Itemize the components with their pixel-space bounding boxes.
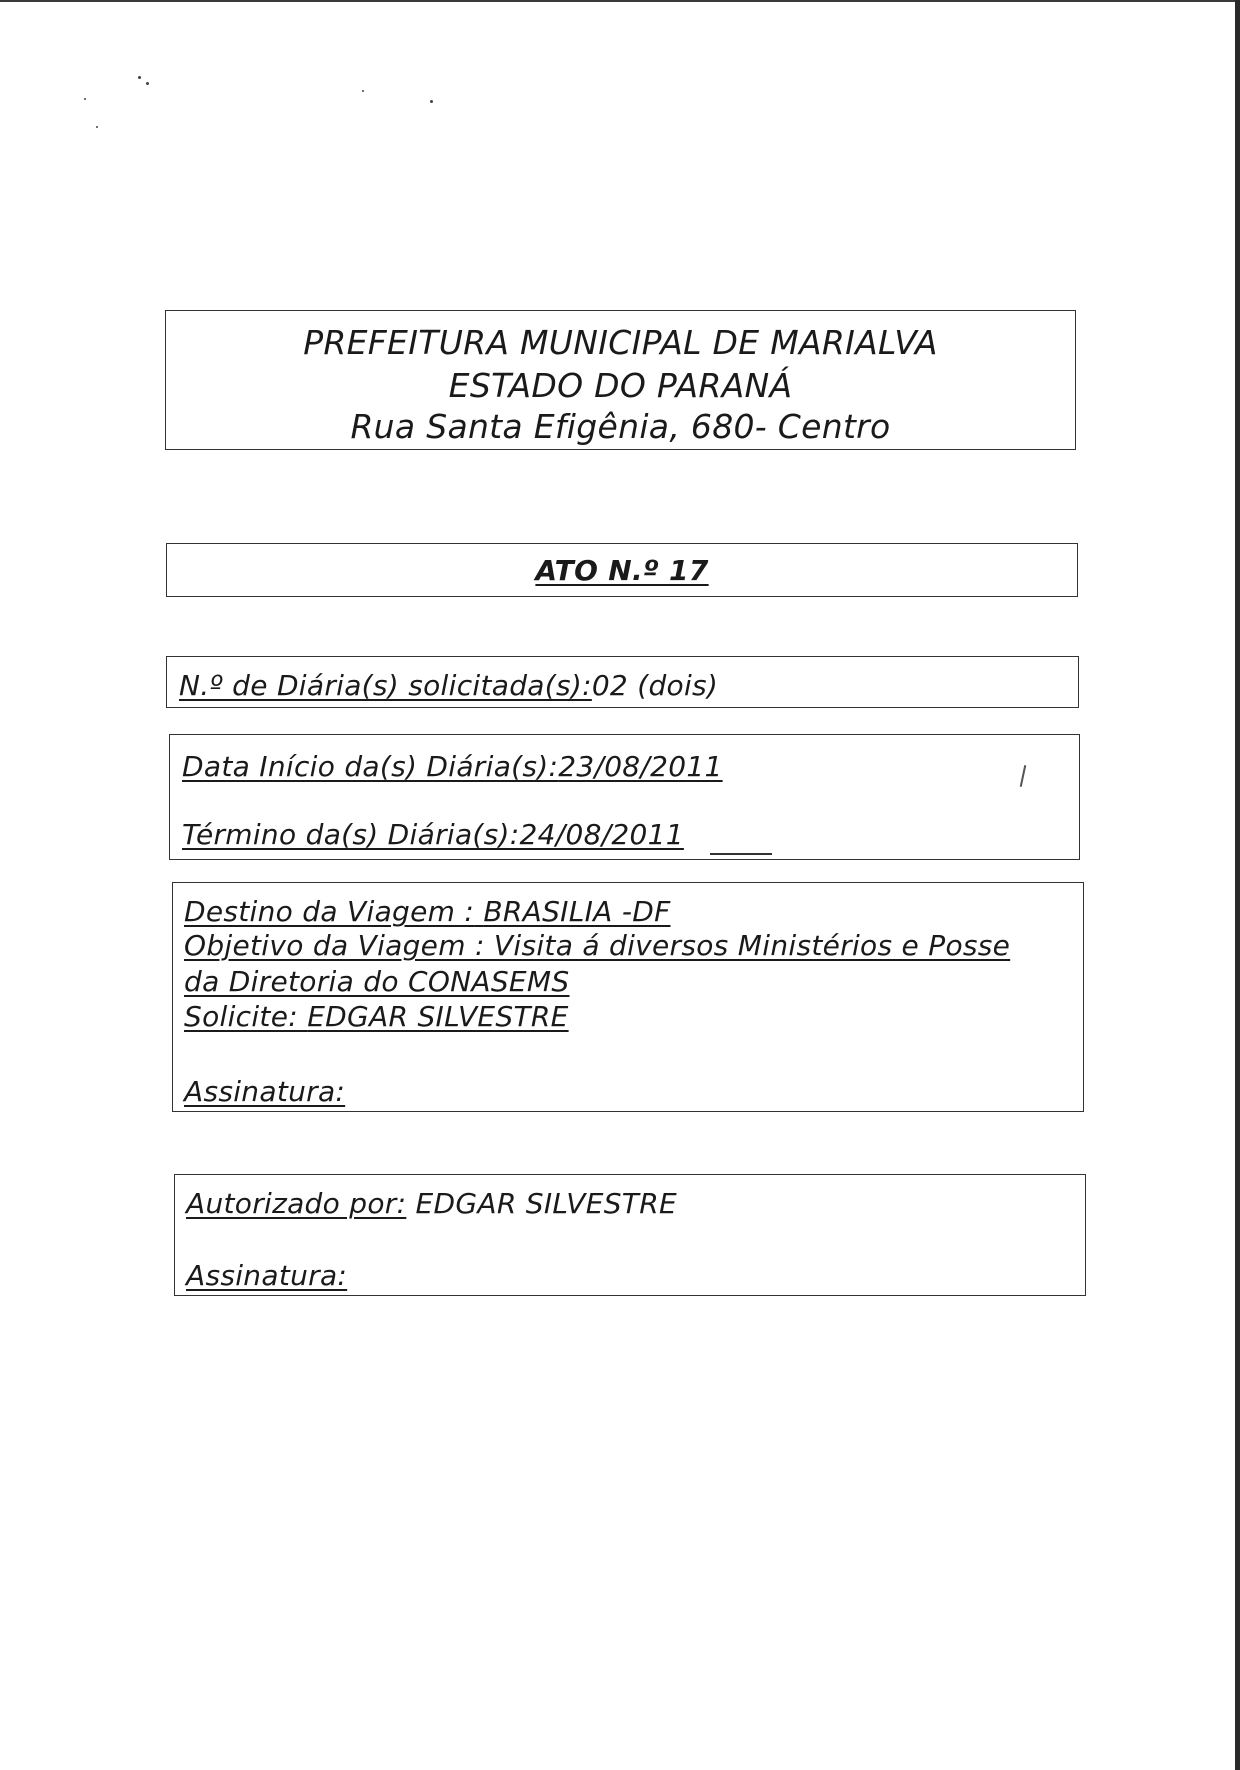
scan-speck — [146, 82, 149, 85]
solicite-line — [184, 1000, 569, 1033]
solicite-value: EDGAR SILVESTRE — [307, 1000, 569, 1033]
viagem-assinatura-label: Assinatura: — [184, 1075, 346, 1108]
ato-title: ATO N.º 17 — [535, 554, 709, 587]
destino-line — [184, 895, 671, 928]
diarias-line — [179, 669, 718, 702]
autorizacao-line — [186, 1187, 677, 1220]
diarias-box — [166, 656, 1079, 708]
scan-edge-right — [1235, 0, 1240, 1770]
autorizacao-assinatura-label: Assinatura: — [186, 1259, 348, 1292]
diarias-value: 02 (dois) — [591, 669, 719, 702]
inicio-line — [182, 750, 723, 783]
autorizacao-label: Autorizado por: — [186, 1187, 407, 1220]
viagem-box — [172, 882, 1084, 1112]
autorizacao-box — [174, 1174, 1086, 1296]
destino-label: Destino da Viagem : — [184, 895, 475, 928]
header-title: PREFEITURA MUNICIPAL DE MARIALVA — [303, 323, 938, 362]
inicio-label: Data Início da(s) Diária(s): — [182, 750, 559, 783]
stray-pen-mark — [1020, 765, 1027, 787]
autorizacao-value: EDGAR SILVESTRE — [415, 1187, 677, 1220]
solicite-label: Solicite: — [184, 1000, 298, 1033]
ato-box — [166, 543, 1078, 597]
header-state: ESTADO DO PARANÁ — [448, 366, 793, 405]
objetivo-line-2: da Diretoria do CONASEMS — [184, 965, 570, 998]
objetivo-line-1: Objetivo da Viagem : Visita á diversos Ministérios e Posse — [184, 929, 1011, 962]
termino-line — [182, 818, 684, 851]
scan-speck — [138, 76, 141, 79]
scan-edge-top — [0, 0, 1240, 2]
inicio-value: 23/08/2011 — [558, 750, 723, 783]
scan-speck — [430, 100, 433, 103]
diarias-label: N.º de Diária(s) solicitada(s): — [179, 669, 592, 702]
termino-label: Término da(s) Diária(s): — [182, 818, 520, 851]
termino-underline-extension — [710, 853, 772, 855]
header-box — [165, 310, 1076, 450]
termino-value: 24/08/2011 — [519, 818, 684, 851]
scan-speck — [362, 90, 364, 92]
header-address: Rua Santa Efigênia, 680- Centro — [350, 407, 891, 446]
scan-speck — [96, 126, 98, 128]
scan-speck — [84, 98, 86, 100]
datas-box — [169, 734, 1080, 860]
destino-value: BRASILIA -DF — [483, 895, 671, 928]
